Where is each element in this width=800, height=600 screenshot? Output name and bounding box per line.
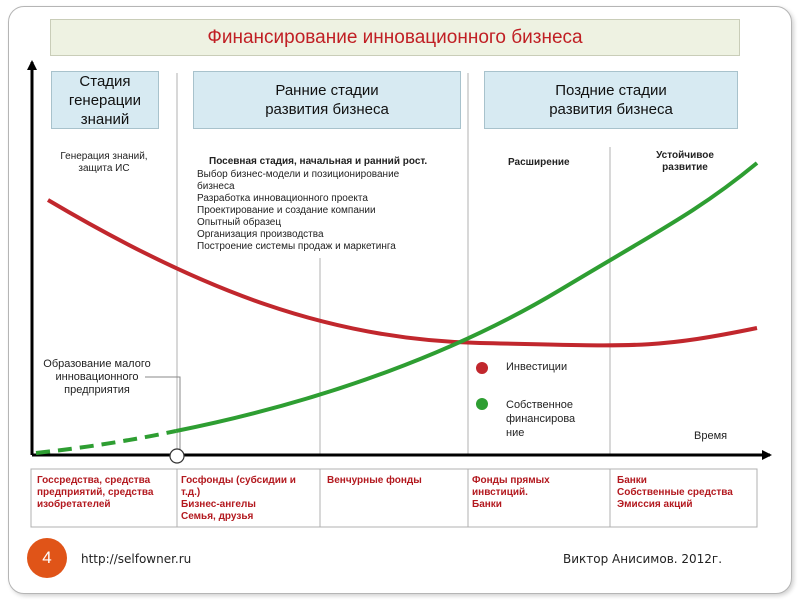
stage-knowledge-generation-label: Стадия генерации знаний [68, 72, 142, 128]
legend-investment-label: Инвестиции [506, 361, 568, 373]
slide-number: 4 [42, 548, 52, 567]
funding-source-knowledge: Госсредства, средства предприятий, средства изобретателей [37, 475, 154, 510]
funding-source-banks: Банки Собственные средства Эмиссия акций [617, 475, 733, 510]
funding-source-venture: Венчурные фонды [327, 475, 422, 486]
footer-author: Виктор Анисимов. 2012г. [563, 552, 723, 566]
legend-investment-dot [476, 362, 488, 374]
stage-early-development [193, 71, 461, 129]
legend-own-funds-label: Собственное финансирова ние [506, 399, 576, 439]
sustainable-note: Устойчивое развитие [656, 150, 714, 173]
x-axis-label: Время [694, 430, 728, 442]
stage-late-development [484, 71, 738, 129]
early-heading: Посевная стадия, начальная и ранний рост. [209, 156, 428, 167]
enterprise-start-marker [170, 449, 184, 463]
early-items: Выбор бизнес-модели и позиционирование бизнеса Разработка инновационного проекта Проектирование и создание компании Опытный образец Организация производства Построение системы продаж и маркетинга [197, 169, 400, 252]
knowledge-note: Генерация знаний, защита ИС [60, 151, 148, 174]
slide-title-text: Финансирование инновационного бизнеса [207, 26, 583, 48]
legend-own-funds-dot [476, 398, 488, 410]
footer-url[interactable]: http://selfowner.ru [81, 552, 192, 566]
enterprise-callout: Образование малого инновационного предприятия [43, 358, 151, 396]
funding-source-private-equity: Фонды прямых инвстиций. Банки [472, 475, 550, 510]
slide-number-badge [27, 538, 67, 578]
stage-knowledge-generation [51, 71, 159, 129]
own-funds-curve-dashed [36, 431, 176, 453]
stage-late-development-label: Поздние стадии развития бизнеса [549, 82, 673, 118]
expansion-note: Расширение [508, 157, 570, 168]
funding-source-seed: Госфонды (субсидии и т.д.) Бизнес-ангелы Семья, друзья [181, 475, 296, 522]
stage-early-development-label: Ранние стадии развития бизнеса [265, 82, 389, 118]
